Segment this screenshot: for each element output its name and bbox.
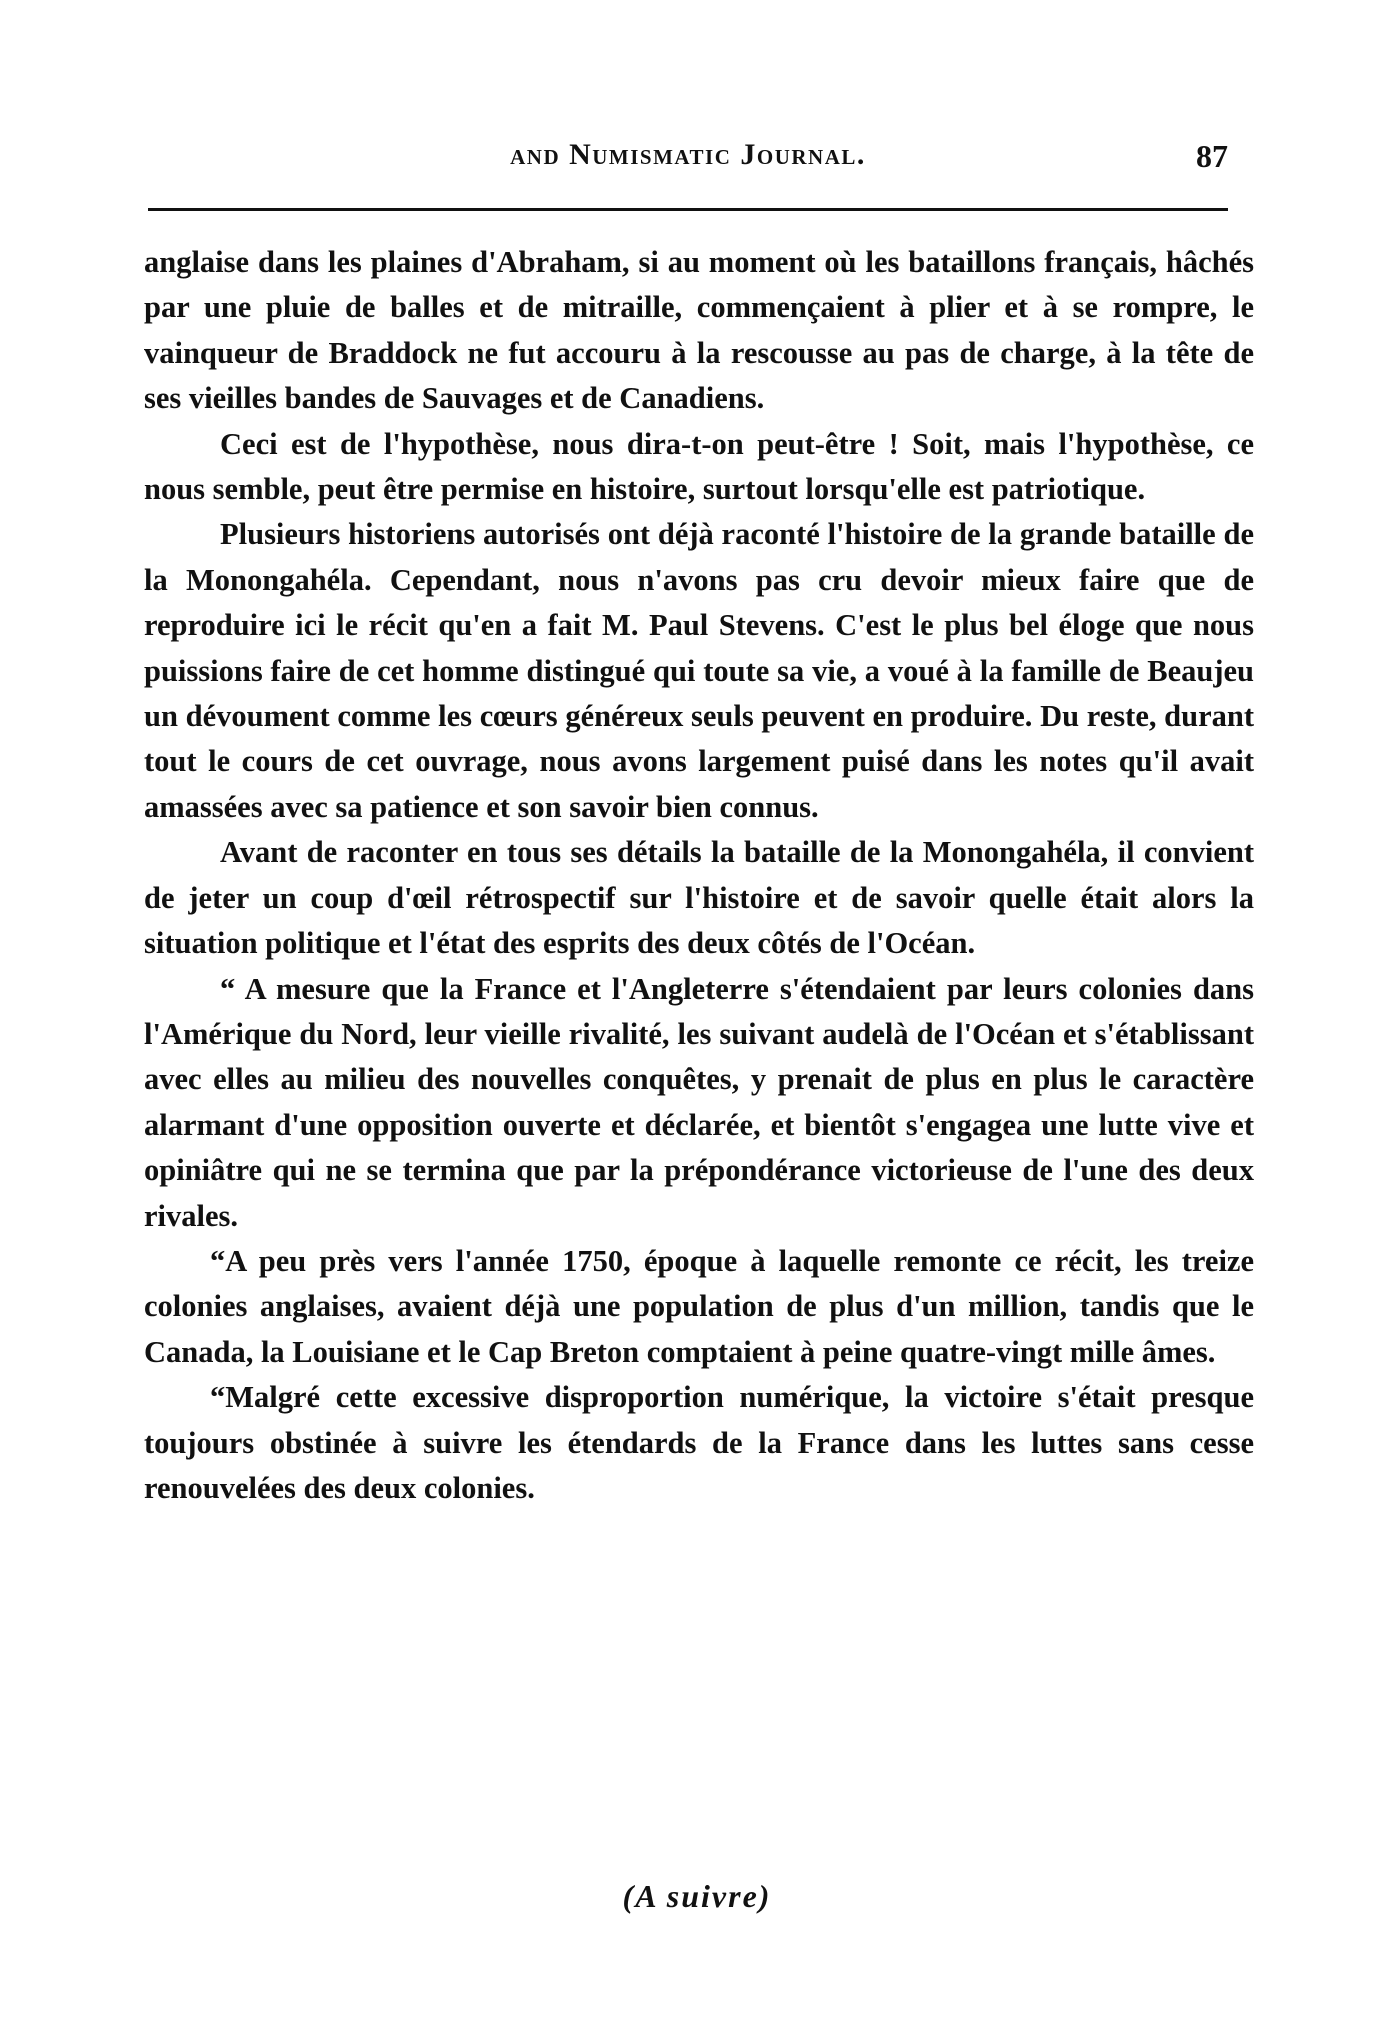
to-be-continued: (A suivre) <box>622 1878 772 1914</box>
paragraph-3: Plusieurs historiens autorisés ont déjà raconté l'histoire de la grande bataille de la Monongahéla. Cependant, nous n'avons pas cru devoir mieux faire que de reproduire ici le récit qu'en a fait M. Paul Stevens. C'est le plus bel éloge que nous puissions faire de cet homme distingué qui toute sa vie, a voué à la famille de Beaujeu un dévoument comme les cœurs généreux seuls peuvent en produire. Du reste, durant tout le cours de cet ouvrage, nous avons largement puisé dans les notes qu'il avait amassées avec sa patience et son savoir bien connus. <box>144 517 1254 824</box>
body-text <box>144 240 1254 1511</box>
running-head: and Numismatic Journal. <box>510 138 866 171</box>
page-number: 87 <box>1196 138 1228 174</box>
header-rule <box>148 208 1228 211</box>
paragraph-1: anglaise dans les plaines d'Abraham, si au moment où les bataillons français, hâchés par une pluie de balles et de mitraille, commençaient à plier et à se rompre, le vainqueur de Braddock ne fut accouru à la rescousse au pas de charge, à la tête de ses vieilles bandes de Sauvages et de Canadiens. <box>144 245 1254 416</box>
page-header <box>148 138 1228 178</box>
quote-paragraph-1: “ A mesure que la France et l'Angleterre s'étendaient par leurs colonies dans l'Amérique du Nord, leur vieille rivalité, les suivant audelà de l'Océan et s'établissant avec elles au milieu des nouvelles conquêtes, y prenait de plus en plus le caractère alarmant d'une opposition ouverte et déclarée, et bientôt s'engagea une lutte vive et opiniâtre qui ne se termina que par la prépondérance victorieuse de l'une des deux rivales. <box>144 971 1254 1233</box>
quote-paragraph-2: “A peu près vers l'année 1750, époque à laquelle remonte ce récit, les treize colonies anglaises, avaient déjà une population de plus d'un million, tandis que le Canada, la Louisiane et le Cap Breton comptaient à peine quatre-vingt mille âmes. <box>144 1243 1254 1369</box>
quote-paragraph-3: “Malgré cette excessive disproportion numérique, la victoire s'était presque toujours obstinée à suivre les étendards de la France dans les luttes sans cesse renouvelées des deux colonies. <box>144 1380 1254 1505</box>
paragraph-2: Ceci est de l'hypothèse, nous dira-t-on peut-être ! Soit, mais l'hypothèse, ce nous semble, peut être permise en histoire, surtout lorsqu'elle est patriotique. <box>144 426 1254 507</box>
paragraph-4: Avant de raconter en tous ses détails la bataille de la Monongahéla, il convient de jeter un coup d'œil rétrospectif sur l'histoire et de savoir quelle était alors la situation politique et l'état des esprits des deux côtés de l'Océan. <box>144 835 1254 961</box>
